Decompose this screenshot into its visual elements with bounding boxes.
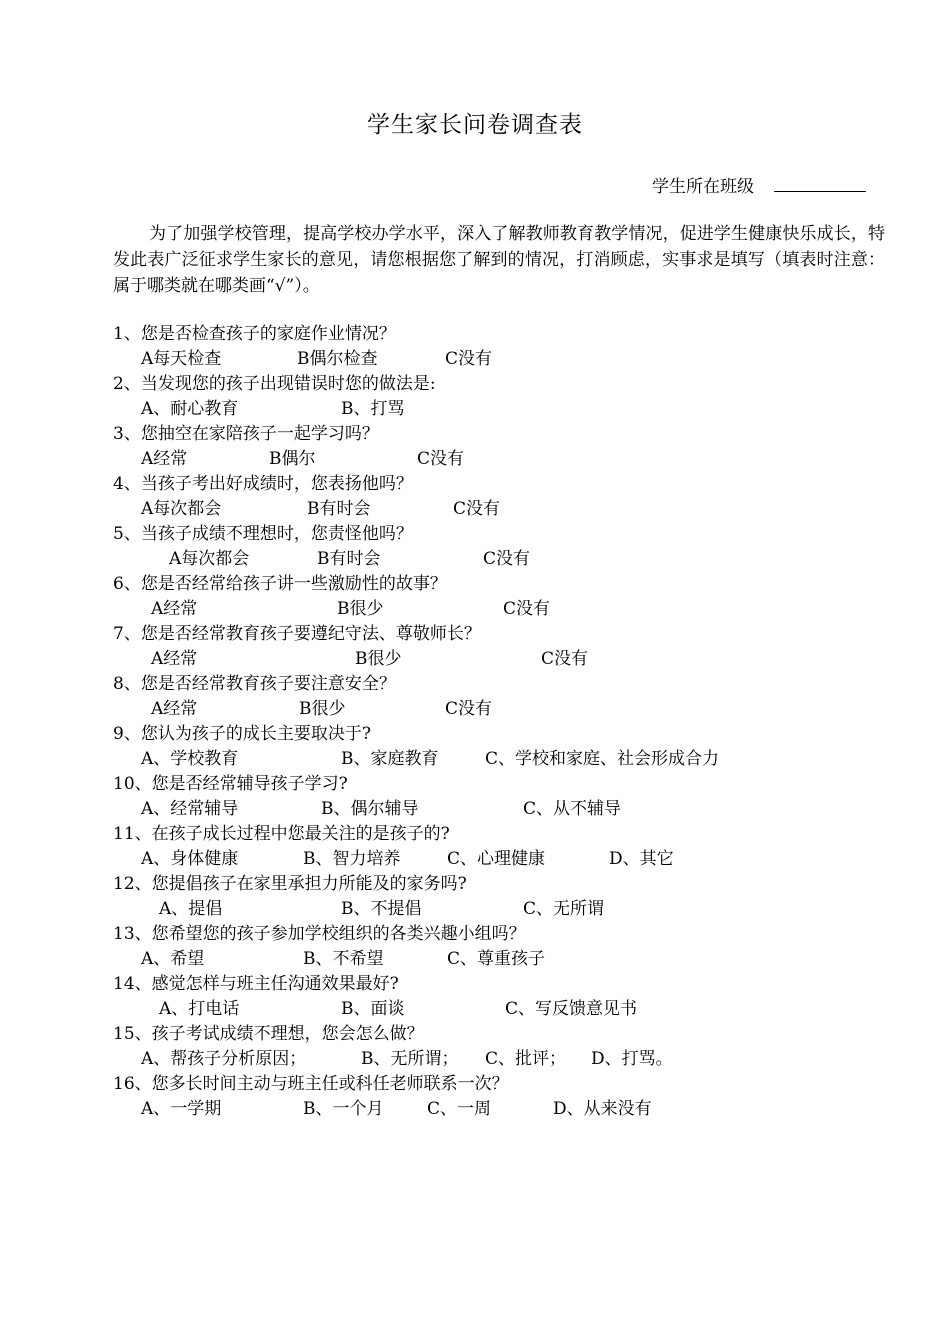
option-choice[interactable]: D、从来没有 [553,1099,652,1119]
option-choice[interactable]: A每次都会 [141,499,222,519]
option-choice[interactable]: B、偶尔辅导 [321,799,419,819]
option-choice[interactable]: C没有 [445,699,493,719]
question-text: 2、当发现您的孩子出现错误时您的做法是: [113,374,436,394]
question-options [113,997,893,1022]
option-choice[interactable]: C、写反馈意见书 [505,999,638,1019]
question-options [113,1097,893,1122]
question-options [113,547,893,572]
option-choice[interactable]: C、一周 [427,1099,492,1119]
option-choice[interactable]: B有时会 [307,499,371,519]
option-choice[interactable]: D、打骂。 [591,1049,673,1069]
question-text: 13、您希望您的孩子参加学校组织的各类兴趣小组吗？ [113,924,526,944]
option-choice[interactable]: C、尊重孩子 [447,949,546,969]
question-list [113,322,893,1122]
option-choice[interactable]: B很少 [299,699,346,719]
question-text: 11、在孩子成长过程中您最关注的是孩子的? [113,824,450,844]
option-choice[interactable]: B、智力培养 [303,849,401,869]
option-choice[interactable]: B很少 [337,599,384,619]
question-text: 10、您是否经常辅导孩子学习? [113,774,348,794]
question-options [113,1047,893,1072]
option-choice[interactable]: B很少 [355,649,402,669]
option-choice[interactable]: A经常 [151,699,198,719]
option-choice[interactable]: B偶尔检查 [297,349,378,369]
option-choice[interactable]: C、从不辅导 [523,799,622,819]
option-choice[interactable]: A、提倡 [159,899,223,919]
question-text: 15、孩子考试成绩不理想，您会怎么做？ [113,1024,424,1044]
option-choice[interactable]: A、一学期 [141,1099,222,1119]
question-text: 7、您是否经常教育孩子要遵纪守法、尊敬师长？ [113,624,481,644]
question-text: 3、您抽空在家陪孩子一起学习吗？ [113,424,379,444]
question-text: 5、当孩子成绩不理想时，您责怪他吗？ [113,524,413,544]
question-options [113,447,893,472]
question-text: 9、您认为孩子的成长主要取决于? [113,724,371,744]
question-options [113,347,893,372]
option-choice[interactable]: A、身体健康 [141,849,239,869]
intro-paragraph: 为了加强学校管理，提高学校办学水平，深入了解教师教育教学情况，促进学生健康快乐成长，特发此表广泛征求学生家长的意见，请您根据您了解到的情况，打消顾虑，实事求是填写（填表时注意：属于哪类就在哪类画“√”）。 [113,224,885,296]
option-choice[interactable]: C、学校和家庭、社会形成合力 [485,749,720,769]
option-choice[interactable]: B偶尔 [269,449,316,469]
question-text: 14、感觉怎样与班主任沟通效果最好? [113,974,399,994]
option-choice[interactable]: C、无所谓 [523,899,605,919]
option-choice[interactable]: B、打骂 [341,399,405,419]
option-choice[interactable]: C、心理健康 [447,849,546,869]
page-title: 学生家长问卷调查表 [367,112,583,138]
option-choice[interactable]: A、帮孩子分析原因； [141,1049,307,1069]
option-choice[interactable]: A、经常辅导 [141,799,239,819]
option-choice[interactable]: D、其它 [609,849,674,869]
question-text: 16、您多长时间主动与班主任或科任老师联系一次？ [113,1074,509,1094]
option-choice[interactable]: A每天检查 [141,349,222,369]
question-text: 12、您提倡孩子在家里承担力所能及的家务吗? [113,874,467,894]
option-choice[interactable]: A经常 [151,599,198,619]
option-choice[interactable]: C没有 [503,599,551,619]
question-options [113,397,893,422]
option-choice[interactable]: B有时会 [317,549,381,569]
option-choice[interactable]: C没有 [483,549,531,569]
question-options [113,497,893,522]
option-choice[interactable]: A、耐心教育 [141,399,239,419]
option-choice[interactable]: C没有 [453,499,501,519]
question-text: 6、您是否经常给孩子讲一些激励性的故事？ [113,574,447,594]
option-choice[interactable]: B、家庭教育 [341,749,439,769]
option-choice[interactable]: C没有 [417,449,465,469]
option-choice[interactable]: B、不提倡 [341,899,422,919]
option-choice[interactable]: C、批评； [485,1049,567,1069]
option-choice[interactable]: C没有 [445,349,493,369]
question-text: 1、您是否检查孩子的家庭作业情况？ [113,324,396,344]
class-field [652,172,866,197]
question-options [113,947,893,972]
option-choice[interactable]: B、不希望 [303,949,384,969]
question-options [113,847,893,872]
class-label: 学生所在班级 [652,177,754,197]
option-choice[interactable]: B、面谈 [341,999,405,1019]
option-choice[interactable]: B、一个月 [303,1099,384,1119]
question-text: 4、当孩子考出好成绩时，您表扬他吗？ [113,474,413,494]
option-choice[interactable]: A每次都会 [169,549,250,569]
option-choice[interactable]: A、希望 [141,949,205,969]
question-options [113,697,893,722]
option-choice[interactable]: A经常 [141,449,188,469]
option-choice[interactable]: A、学校教育 [141,749,239,769]
option-choice[interactable]: C没有 [541,649,589,669]
question-options [113,747,893,772]
option-choice[interactable]: B、无所谓； [361,1049,459,1069]
option-choice[interactable]: A经常 [151,649,198,669]
question-options [113,797,893,822]
question-text: 8、您是否经常教育孩子要注意安全？ [113,674,396,694]
option-choice[interactable]: A、打电话 [159,999,240,1019]
question-options [113,897,893,922]
question-options [113,647,893,672]
question-options [113,597,893,622]
class-blank-line[interactable] [774,177,866,192]
